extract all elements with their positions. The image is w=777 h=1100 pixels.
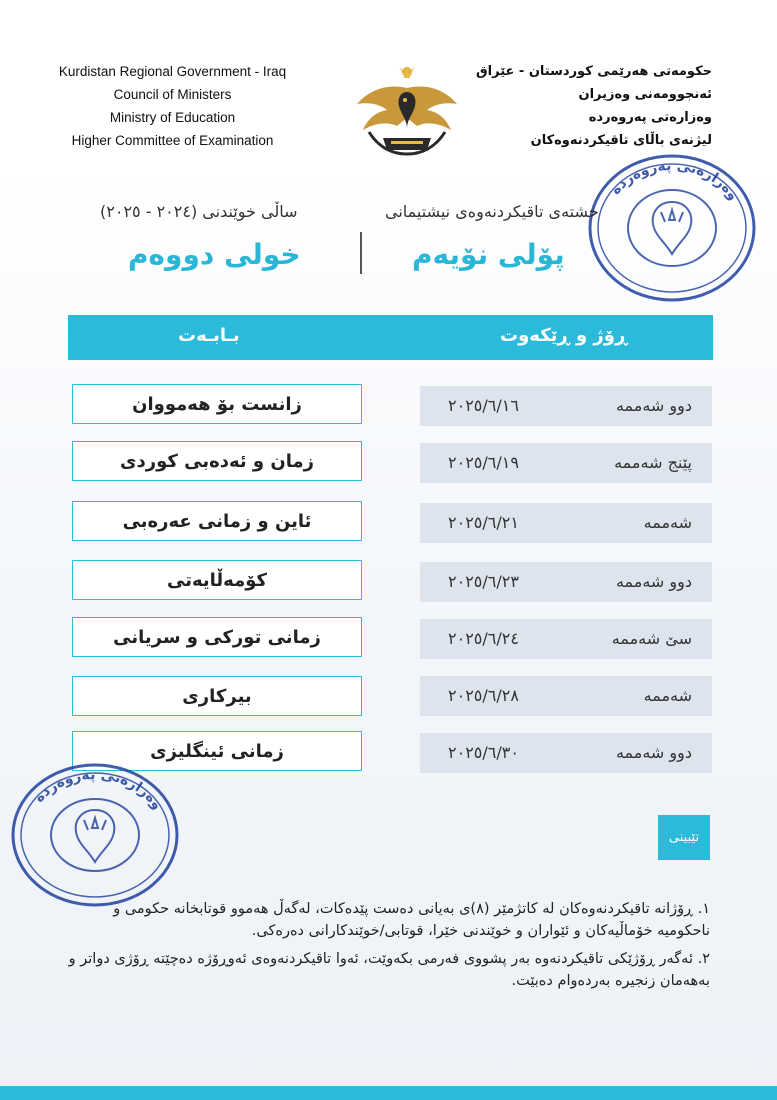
header-ku-line-3: وەزارەتی پەروەردە (588, 110, 712, 125)
footer-strip (0, 1086, 777, 1100)
table-row-date (420, 443, 712, 483)
row-day: شەممە (643, 513, 692, 532)
col-day-date-header: ڕۆژ و ڕێکەوت (500, 325, 628, 346)
row-day: دوو شەممە (615, 572, 692, 591)
svg-text:وەزارەتی پەروەردە: وەزارەتی پەروەردە (607, 157, 742, 204)
table-row-subject: زمان و ئەدەبی کوردی (72, 441, 362, 481)
notes-label: تێبینی (658, 815, 710, 860)
header-ku-line-4: لیژنەی باڵای تاقیکردنەوەکان (530, 133, 712, 148)
row-day: دوو شەممە (615, 396, 692, 415)
row-date: ٢٠٢٥/٦/١٦ (448, 396, 519, 415)
table-row-date (420, 503, 712, 543)
krg-emblem-icon (349, 58, 465, 164)
official-stamp-bottom (8, 760, 183, 910)
table-row-subject: بیرکاری (72, 676, 362, 716)
notes-section (60, 898, 710, 998)
col-subject-header: بـابـەت (178, 325, 240, 346)
header-ku-line-1: حکومەتی هەرێمی کوردستان - عێراق (476, 64, 712, 79)
header-en-line-4: Higher Committee of Examination (71, 133, 274, 148)
table-row-date (420, 676, 712, 716)
row-day: شەممە (643, 686, 692, 705)
header-en-line-2: Council of Ministers (113, 87, 232, 102)
table-row-date (420, 619, 712, 659)
row-date: ٢٠٢٥/٦/٢١ (448, 513, 519, 532)
row-date: ٢٠٢٥/٦/١٩ (448, 453, 519, 472)
note-item-1: ١. ڕۆژانە تاقیکردنەوەکان لە کاتژمێر (٨)ی بەیانی دەست پێدەکات، لەگەڵ هەموو قوتابخانە حکومی و ناحکومیە خۆماڵیەکان و ئێواران و خوێندنی خێرا، قوتابی/خوێندکارانی دەرەکی. (113, 901, 710, 939)
round-title: خولی دووەم (128, 238, 301, 271)
table-row-subject: کۆمەڵایەتی (72, 560, 362, 600)
row-date: ٢٠٢٥/٦/٢٤ (448, 629, 519, 648)
table-row-date (420, 386, 712, 426)
table-row-subject: ئاین و زمانی عەرەبی (72, 501, 362, 541)
row-date: ٢٠٢٥/٦/٣٠ (448, 743, 519, 762)
grade-title: پۆلی نۆیەم (412, 238, 565, 271)
row-date: ٢٠٢٥/٦/٢٨ (448, 686, 519, 705)
schedule-label: خشتەی تاقیکردنەوەی نیشتیمانی (385, 202, 599, 221)
row-date: ٢٠٢٥/٦/٢٣ (448, 572, 519, 591)
row-day: سێ شەممە (611, 629, 692, 648)
header-ku-line-2: ئەنجوومەنی وەزیران (578, 87, 712, 102)
row-day: دوو شەممە (615, 743, 692, 762)
header-en-line-1: Kurdistan Regional Government - Iraq (58, 64, 287, 79)
academic-year: ساڵی خوێندنی (٢٠٢٤ - ٢٠٢٥) (100, 202, 298, 221)
table-row-subject: زمانی تورکی و سریانی (72, 617, 362, 657)
kurdish-header (452, 60, 712, 152)
header-en-line-3: Ministry of Education (109, 110, 236, 125)
table-header (68, 315, 713, 360)
official-stamp-top (585, 150, 760, 305)
table-row-date (420, 562, 712, 602)
svg-text:وەزارەتی پەروەردە: وەزارەتی پەروەردە (31, 766, 166, 813)
table-row-date (420, 733, 712, 773)
title-divider (360, 232, 362, 274)
note-item-2: ٢. ئەگەر ڕۆژێکی تاقیکردنەوە بەر پشووی فەرمی بکەوێت، ئەوا تاقیکردنەوەی ئەوڕۆژە دەچێتە ڕۆژی دواتر و بەهەمان زنجیرە بەردەوام دەبێت. (68, 951, 710, 989)
english-header (30, 60, 315, 152)
row-day: پێنج شەممە (614, 453, 692, 472)
table-row-subject: زانست بۆ هەمووان (72, 384, 362, 424)
table-row-subject: زمانی ئینگلیزی (72, 731, 362, 771)
